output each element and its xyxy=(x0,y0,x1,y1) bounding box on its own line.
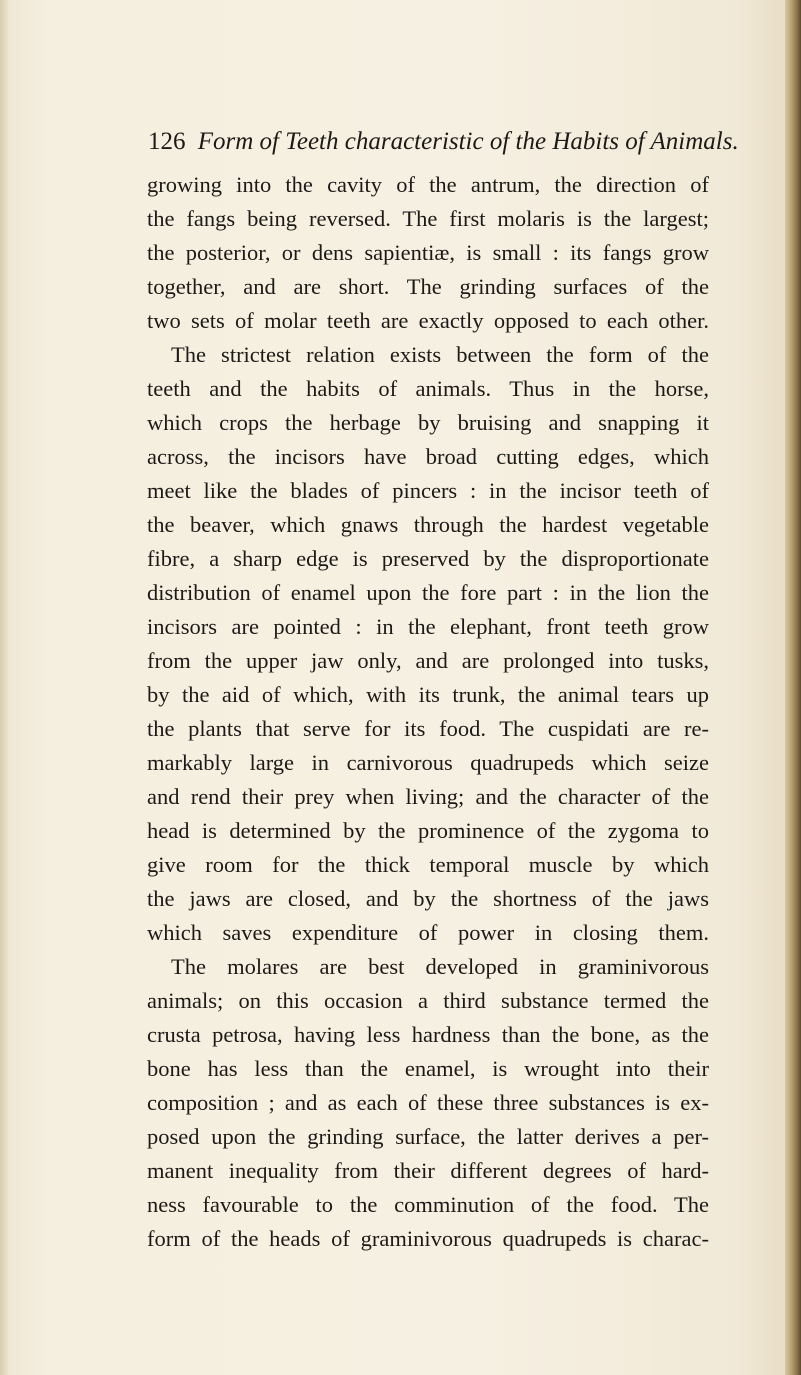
text-line: posed upon the grinding surface, the latter derives a per- xyxy=(147,1124,709,1149)
page-left-edge xyxy=(0,0,8,1375)
text-line: composition ; and as each of these three substances is ex- xyxy=(147,1090,709,1115)
body-text xyxy=(147,168,709,1256)
text-line: from the upper jaw only, and are prolonged into tusks, xyxy=(147,648,709,673)
text-line: which crops the herbage by bruising and snapping it xyxy=(147,410,709,435)
text-line: head is determined by the prominence of the zygoma to xyxy=(147,818,709,843)
text-line: and rend their prey when living; and the character of the xyxy=(147,784,709,809)
text-line: two sets of molar teeth are exactly opposed to each other. xyxy=(147,308,709,333)
text-line: across, the incisors have broad cutting edges, which xyxy=(147,444,709,469)
text-line: the beaver, which gnaws through the hardest vegetable xyxy=(147,512,709,537)
text-line: the jaws are closed, and by the shortness of the jaws xyxy=(147,886,709,911)
text-line: ness favourable to the comminution of the food. The xyxy=(147,1192,709,1217)
text-line: give room for the thick temporal muscle by which xyxy=(147,852,709,877)
text-line: the plants that serve for its food. The cuspidati are re- xyxy=(147,716,709,741)
running-head xyxy=(148,125,739,159)
text-line: distribution of enamel upon the fore part : in the lion the xyxy=(147,580,709,605)
text-line: The molares are best developed in graminivorous xyxy=(171,954,709,979)
text-line: crusta petrosa, having less hardness than the bone, as the xyxy=(147,1022,709,1047)
text-line: bone has less than the enamel, is wrought into their xyxy=(147,1056,709,1081)
text-line: markably large in carnivorous quadrupeds which seize xyxy=(147,750,709,775)
book-spine-edge xyxy=(785,0,801,1375)
text-line: by the aid of which, with its trunk, the animal tears up xyxy=(147,682,709,707)
running-head-title: Form of Teeth characteristic of the Habits of Animals. xyxy=(197,128,739,155)
text-line: teeth and the habits of animals. Thus in the horse, xyxy=(147,376,709,401)
text-line: meet like the blades of pincers : in the incisor teeth of xyxy=(147,478,709,503)
text-line: form of the heads of graminivorous quadrupeds is charac- xyxy=(147,1226,709,1251)
text-line: the fangs being reversed. The first molaris is the largest; xyxy=(147,206,709,231)
text-line: manent inequality from their different degrees of hard- xyxy=(147,1158,709,1183)
text-line: fibre, a sharp edge is preserved by the disproportionate xyxy=(147,546,709,571)
text-line: together, and are short. The grinding surfaces of the xyxy=(147,274,709,299)
page-number: 126 xyxy=(148,128,186,155)
text-line: animals; on this occasion a third substance termed the xyxy=(147,988,709,1013)
text-line: which saves expenditure of power in closing them. xyxy=(147,920,709,945)
text-line: growing into the cavity of the antrum, the direction of xyxy=(147,172,709,197)
text-line: The strictest relation exists between the form of the xyxy=(171,342,709,367)
text-line: the posterior, or dens sapientiæ, is small : its fangs grow xyxy=(147,240,709,265)
text-line: incisors are pointed : in the elephant, front teeth grow xyxy=(147,614,709,639)
